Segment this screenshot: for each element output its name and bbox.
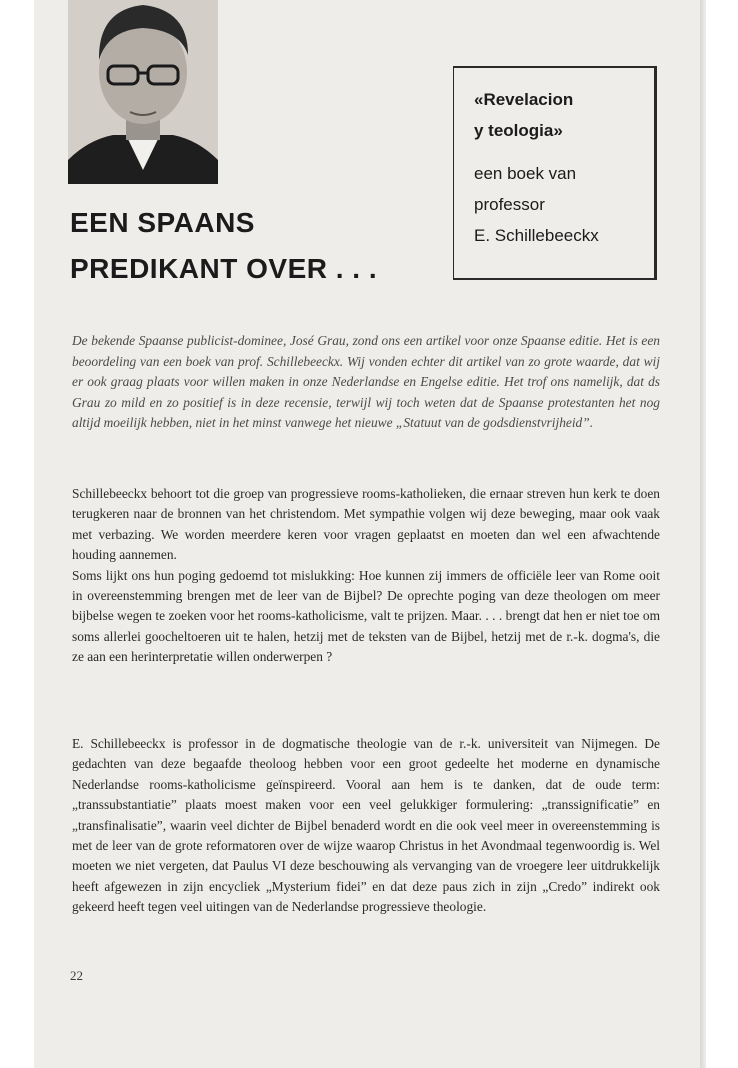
article-headline [70, 200, 450, 292]
book-title-line-2: y teologia» [474, 121, 563, 140]
page-number: 22 [70, 968, 83, 983]
body-paragraph-3: E. Schillebeeckx is professor in de dogmatische theologie van de r.-k. universiteit van Nijmegen. De gedachten van deze begaafde theoloog hebben voor een groot gedeelte het moderne en dynamische Nederlandse rooms-katholicisme geïnspireerd. Vooral aan hem is te danken, dat de oude term: „transsubstantiatie” plaats moest maken voor een veel gelukkiger formulering: „transsignificatie” en „transfinalisatie”, waarin veel dichter de Bijbel benaderd wordt en die ook veel meer in overeenstemming is met de leer van de grote reformatoren over de wijze waarop Christus in het Avondmaal tegenwoordig is. Wel moeten we niet vergeten, dat Paulus VI deze beschouwing als vervanging van de vroegere leer uitdrukkelijk heeft afgewezen in zijn encycliek „Mysterium fidei” en dat deze paus zich in zijn „Credo” indirekt ook gekeerd heeft tegen veel uitingen van de Nederlandse progressieve theologie. [72, 736, 660, 915]
book-author-line-2: professor [474, 195, 545, 214]
book-author-line-1: een boek van [474, 164, 577, 183]
portrait-illustration [68, 0, 218, 184]
headline-line-1: EEN SPAANS [70, 207, 255, 238]
book-title-line-1: «Revelacion [474, 90, 574, 109]
body-paragraph-2: Soms lijkt ons hun poging gedoemd tot mislukking: Hoe kunnen zij immers de officiële leer van Rome ooit in overeenstemming brengen met de leer van de Bijbel? De oprechte poging van deze theologen om meer bijbelse wegen te zoeken voor het rooms-katholicisme, valt te prijzen. Maar. . . . brengt dat hen er niet toe om soms allerlei goocheltoeren uit te halen, hetzij met de teksten van de Bijbel, hetzij met de r.-k. dogma's, die ze aan een herinterpretatie willen onderwerpen ? [72, 567, 660, 665]
intro-paragraph: De bekende Spaanse publicist-dominee, José Grau, zond ons een artikel voor onze Spaanse editie. Het is een beoordeling van een boek van prof. Schillebeeckx. Wij vonden echter dit artikel van zo grote waarde, dat wij er ook graag plaats voor willen maken in onze Nederlandse en Engelse editie. Het trof ons namelijk, dat ds Grau zo mild en zo positief is in deze recensie, terwijl wij toch weten dat de Spaanse protestanten het nog altijd moeilijk hebben, niet in het minst vanwege het nieuwe „Statuut van de godsdienstvrijheid”. [72, 333, 660, 430]
book-author-line-3: E. Schillebeeckx [474, 226, 599, 245]
article-body-part-1 [72, 484, 660, 668]
body-paragraph-1: Schillebeeckx behoort tot die groep van progressieve rooms-katholieken, die ernaar streven hun kerk te doen terugkeren naar de bronnen van het christendom. Met sympathie volgen wij deze beweging, maar ook vaak met verbazing. We worden meerdere keren voor vragen geplaatst en moeten dan wel een afwachtende houding aannemen. [72, 486, 660, 563]
headline-line-2: PREDIKANT OVER . . . [70, 253, 378, 284]
article-body-part-2 [72, 734, 660, 918]
author-portrait-photo [68, 0, 218, 184]
page-spine-shadow [700, 0, 706, 1068]
book-info-box [453, 66, 657, 280]
